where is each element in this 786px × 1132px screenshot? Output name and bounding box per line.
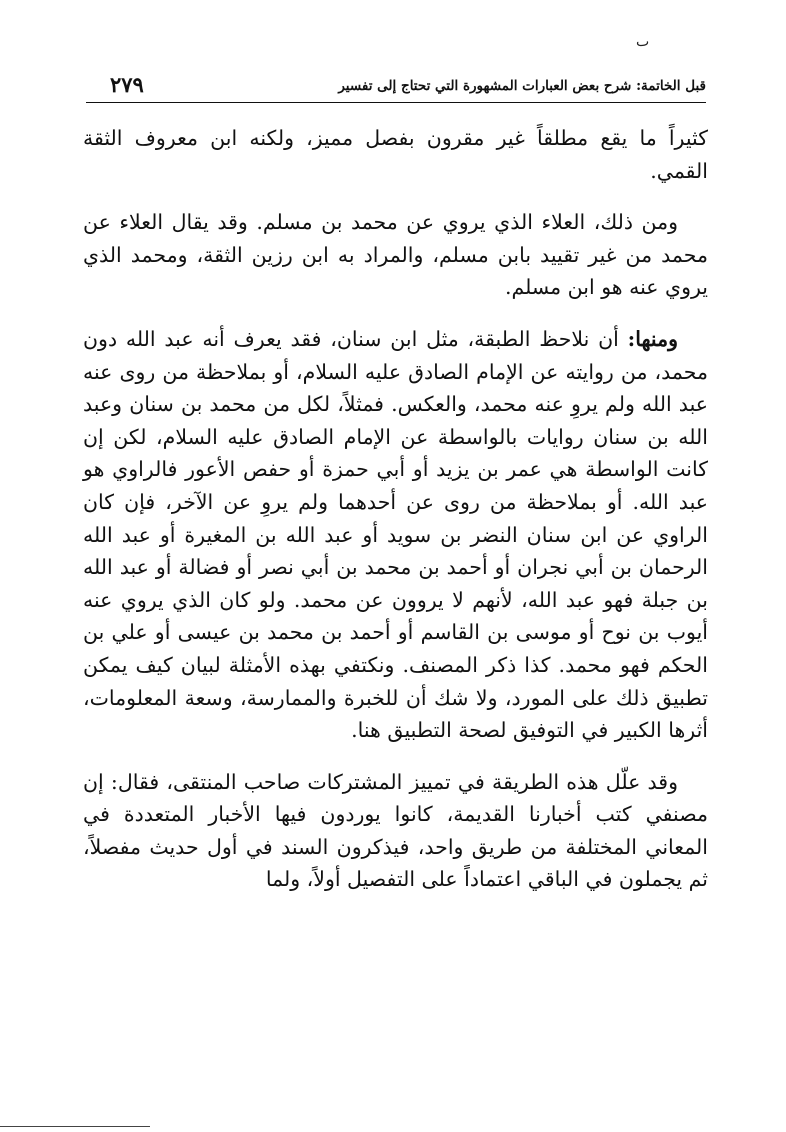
running-title: قبل الخاتمة: شرح بعض العبارات المشهورة التي تحتاج إلى تفسير bbox=[338, 78, 706, 94]
paragraph-text: وقد علّل هذه الطريقة في تمييز المشتركات صاحب المنتقى، فقال: إن مصنفي كتب أخبارنا القديمة، كانوا يوردون فيها الأخبار المتعددة في المعاني المختلفة من طريق واحد، فيذكرون السند في أول حديث مفصلاً، ثم يجملون في الباقي اعتماداً على التفصيل أولاً، ولما bbox=[83, 769, 708, 892]
paragraph-3 bbox=[83, 323, 708, 747]
paragraph-4 bbox=[83, 766, 708, 896]
page-number: ٢٧٩ bbox=[110, 72, 144, 97]
paragraph-text: كثيراً ما يقع مطلقاً غير مقرون بفصل مميز، ولكنه ابن معروف الثقة القمي. bbox=[83, 126, 708, 183]
body-text bbox=[83, 122, 708, 915]
paragraph-text: أن نلاحظ الطبقة، مثل ابن سنان، فقد يعرف أنه عبد الله دون محمد، من روايته عن الإمام الصادق عليه السلام، أو بملاحظة من روى عنه عبد الله ولم يروِ عنه محمد، والعكس. فمثلاً، لكل من محمد بن سنان وعبد الله بن سنان روايات بالواسطة عن الإمام الصادق عليه السلام، لكن إن كانت الواسطة هي عمر بن يزيد أو أبي حمزة أو حفص الأعور فالراوي هو عبد الله. أو بملاحظة من روى عن أحدهما ولم يروِ عن الآخر، فإن كان الراوي عن ابن سنان النضر بن سويد أو عبد الله بن المغيرة أو عبد الله الرحمان بن أبي نجران أو أحمد بن محمد بن أبي نصر أو فضالة أو عبد الله بن جبلة فهو عبد الله، لأنهم لا يروون عن محمد. ولو كان الذي يروي عنه أيوب بن نوح أو موسى بن القاسم أو أحمد بن محمد بن عيسى أو علي بن الحكم فهو محمد. كذا ذكر المصنف. ونكتفي بهذه الأمثلة لبيان كيف يمكن تطبيق ذلك على المورد، ولا شك أن للخبرة والممارسة، وسعة المعلومات، أثرها الكبير في التوفيق لصحة التطبيق هنا. bbox=[83, 326, 708, 743]
paragraph-1 bbox=[83, 122, 708, 187]
paragraph-lead: ومنها: bbox=[627, 326, 678, 351]
paragraph-text: ومن ذلك، العلاء الذي يروي عن محمد بن مسلم. وقد يقال العلاء عن محمد من غير تقييد بابن مسلم، والمراد به ابن رزين الثقة، ومحمد الذي يروي عنه هو ابن مسلم. bbox=[83, 210, 708, 300]
page-corner-mark: ٮ bbox=[636, 34, 650, 50]
page-header bbox=[86, 72, 706, 103]
paragraph-2 bbox=[83, 206, 708, 304]
footnote-rule bbox=[0, 1126, 150, 1127]
